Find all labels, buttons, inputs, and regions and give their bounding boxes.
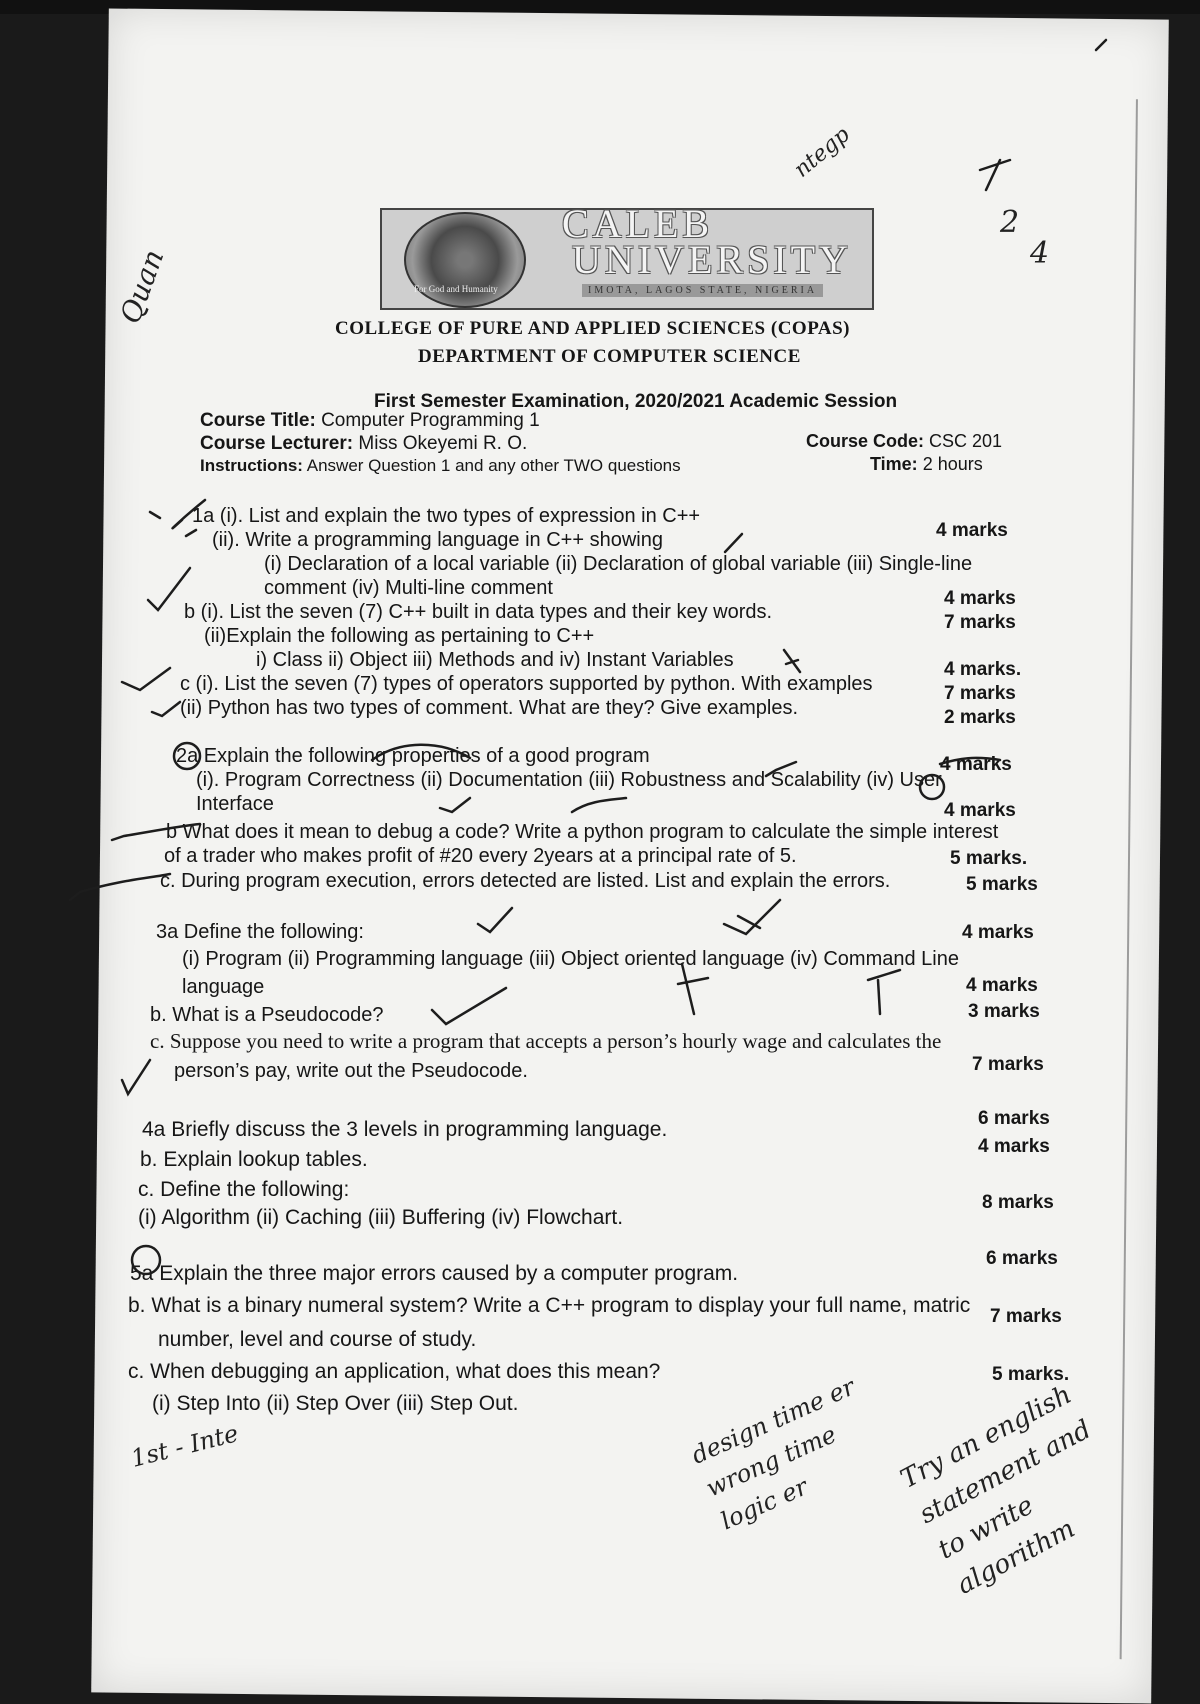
q1c-i: c (i). List the seven (7) types of operators supported by python. With examples <box>180 673 873 695</box>
q3a-marks: 4 marks <box>962 922 1034 943</box>
q1a-i-marks: 4 marks <box>936 520 1008 541</box>
exam-title: First Semester Examination, 2020/2021 Academic Session <box>374 391 898 412</box>
course-code-label: Course Code: <box>806 431 925 451</box>
q2a-line2-marks: 4 marks <box>944 800 1016 821</box>
university-name-line1: CALEB <box>562 201 714 246</box>
q3b-marks: 3 marks <box>968 1001 1040 1022</box>
q4c-marks: 8 marks <box>982 1192 1054 1213</box>
exam-time <box>870 454 983 475</box>
q3a-line2-marks: 4 marks <box>966 975 1038 996</box>
q1c-i-marks: 7 marks <box>944 683 1016 704</box>
university-seal <box>404 212 526 308</box>
q1a-i: 1a (i). List and explain the two types of expression in C++ <box>192 505 701 527</box>
q2a-line1: (i). Program Correctness (ii) Documentation (iii) Robustness and Scalability (iv) User <box>196 769 942 791</box>
course-title-value: Computer Programming 1 <box>321 410 540 431</box>
q4b: b. Explain lookup tables. <box>140 1148 368 1171</box>
q1b-ii-line1: i) Class ii) Object iii) Methods and iv) Instant Variables <box>256 649 734 671</box>
q2a-line2: Interface <box>196 793 274 815</box>
handwritten-bottom-left: 1st - Inte <box>128 1419 242 1473</box>
q5a-marks: 6 marks <box>986 1248 1058 1269</box>
q4b-marks: 4 marks <box>978 1136 1050 1157</box>
q5c-marks: 5 marks. <box>992 1364 1070 1385</box>
q4c: c. Define the following: <box>138 1178 350 1201</box>
q1b-i: b (i). List the seven (7) C++ built in data types and their key words. <box>184 601 773 623</box>
q3a-line1: (i) Program (ii) Programming language (iii) Object oriented language (iv) Command Line <box>182 948 959 970</box>
handwritten-bottom-middle: design time er wrong time logic er <box>687 1372 860 1536</box>
department-title: DEPARTMENT OF COMPUTER SCIENCE <box>418 346 801 367</box>
university-name <box>562 201 852 282</box>
exam-time-label: Time: <box>870 454 918 474</box>
handwritten-corner-digit-2: 4 <box>1030 236 1050 271</box>
q2c-marks: 5 marks <box>966 874 1038 895</box>
q1c-ii-marks: 2 marks <box>944 707 1016 728</box>
q2a-marks: 4 marks <box>940 754 1012 775</box>
course-code <box>806 431 1002 452</box>
instructions-label: Instructions: <box>200 456 303 475</box>
q1a-ii: (ii). Write a programming language in C++ showing <box>212 529 663 551</box>
q3a: 3a Define the following: <box>156 921 364 943</box>
course-lecturer-value: Miss Okeyemi R. O. <box>358 433 528 454</box>
university-logo <box>380 201 874 310</box>
q2a: 2a Explain the following properties of a good program <box>176 745 650 767</box>
q4a: 4a Briefly discuss the 3 levels in programming language. <box>142 1118 668 1141</box>
q1a-ii-line2: comment (iv) Multi-line comment <box>264 577 553 599</box>
q5b-marks: 7 marks <box>990 1306 1062 1327</box>
q4a-marks: 6 marks <box>978 1108 1050 1129</box>
q5a: 5a Explain the three major errors caused by a computer program. <box>130 1262 739 1285</box>
q2c: c. During program execution, errors detected are listed. List and explain the errors. <box>160 870 891 892</box>
q3c-marks: 7 marks <box>972 1054 1044 1075</box>
course-title-label: Course Title: <box>200 410 316 431</box>
q1b-ii-marks: 4 marks. <box>944 659 1022 680</box>
paper-fold <box>1120 99 1138 1659</box>
q2b-line1: b What does it mean to debug a code? Write a python program to calculate the simple interest <box>166 821 999 843</box>
q5b-line1: b. What is a binary numeral system? Write a C++ program to display your full name, matric <box>128 1294 971 1317</box>
q5c-line1: (i) Step Into (ii) Step Over (iii) Step Out. <box>152 1392 519 1415</box>
university-location: IMOTA, LAGOS STATE, NIGERIA <box>582 284 823 297</box>
college-title: COLLEGE OF PURE AND APPLIED SCIENCES (COPAS) <box>335 318 851 339</box>
course-lecturer <box>200 433 527 455</box>
exam-time-value: 2 hours <box>922 454 983 474</box>
instructions <box>200 456 681 476</box>
q1c-ii: (ii) Python has two types of comment. What are they? Give examples. <box>180 697 799 719</box>
q5c: c. When debugging an application, what does this mean? <box>128 1360 661 1383</box>
q1a-ii-marks: 4 marks <box>944 588 1016 609</box>
q1a-ii-line1: (i) Declaration of a local variable (ii) Declaration of global variable (iii) Single-line <box>264 553 973 575</box>
q3a-line2: language <box>182 976 265 998</box>
q5b-line2: number, level and course of study. <box>158 1328 477 1351</box>
instructions-value: Answer Question 1 and any other TWO questions <box>306 456 681 475</box>
q3b: b. What is a Pseudocode? <box>150 1004 384 1026</box>
q2b-marks: 5 marks. <box>950 848 1028 869</box>
q2b-line2: of a trader who makes profit of #20 every 2years at a principal rate of 5. <box>164 845 797 867</box>
q1b-i-marks: 7 marks <box>944 612 1016 633</box>
q3c-line1: c. Suppose you need to write a program that accepts a person’s hourly wage and calculates the <box>150 1029 942 1053</box>
course-title <box>200 410 540 432</box>
handwritten-side-note: Quan <box>113 245 171 328</box>
handwritten-bottom-right: Try an english statement and to write algorithm <box>895 1379 1097 1601</box>
handwritten-top-note: ntegp <box>789 122 855 183</box>
handwritten-corner-digit-1: 2 <box>1000 205 1020 240</box>
q1b-ii: (ii)Explain the following as pertaining to C++ <box>204 625 595 647</box>
q4c-line1: (i) Algorithm (ii) Caching (iii) Buffering (iv) Flowchart. <box>138 1206 624 1229</box>
q3c-line2: person’s pay, write out the Pseudocode. <box>174 1060 528 1082</box>
seal-motto: For God and Humanity <box>414 284 498 294</box>
university-name-line2: UNIVERSITY <box>572 237 852 282</box>
course-code-value: CSC 201 <box>929 431 1003 451</box>
course-lecturer-label: Course Lecturer: <box>200 433 354 454</box>
